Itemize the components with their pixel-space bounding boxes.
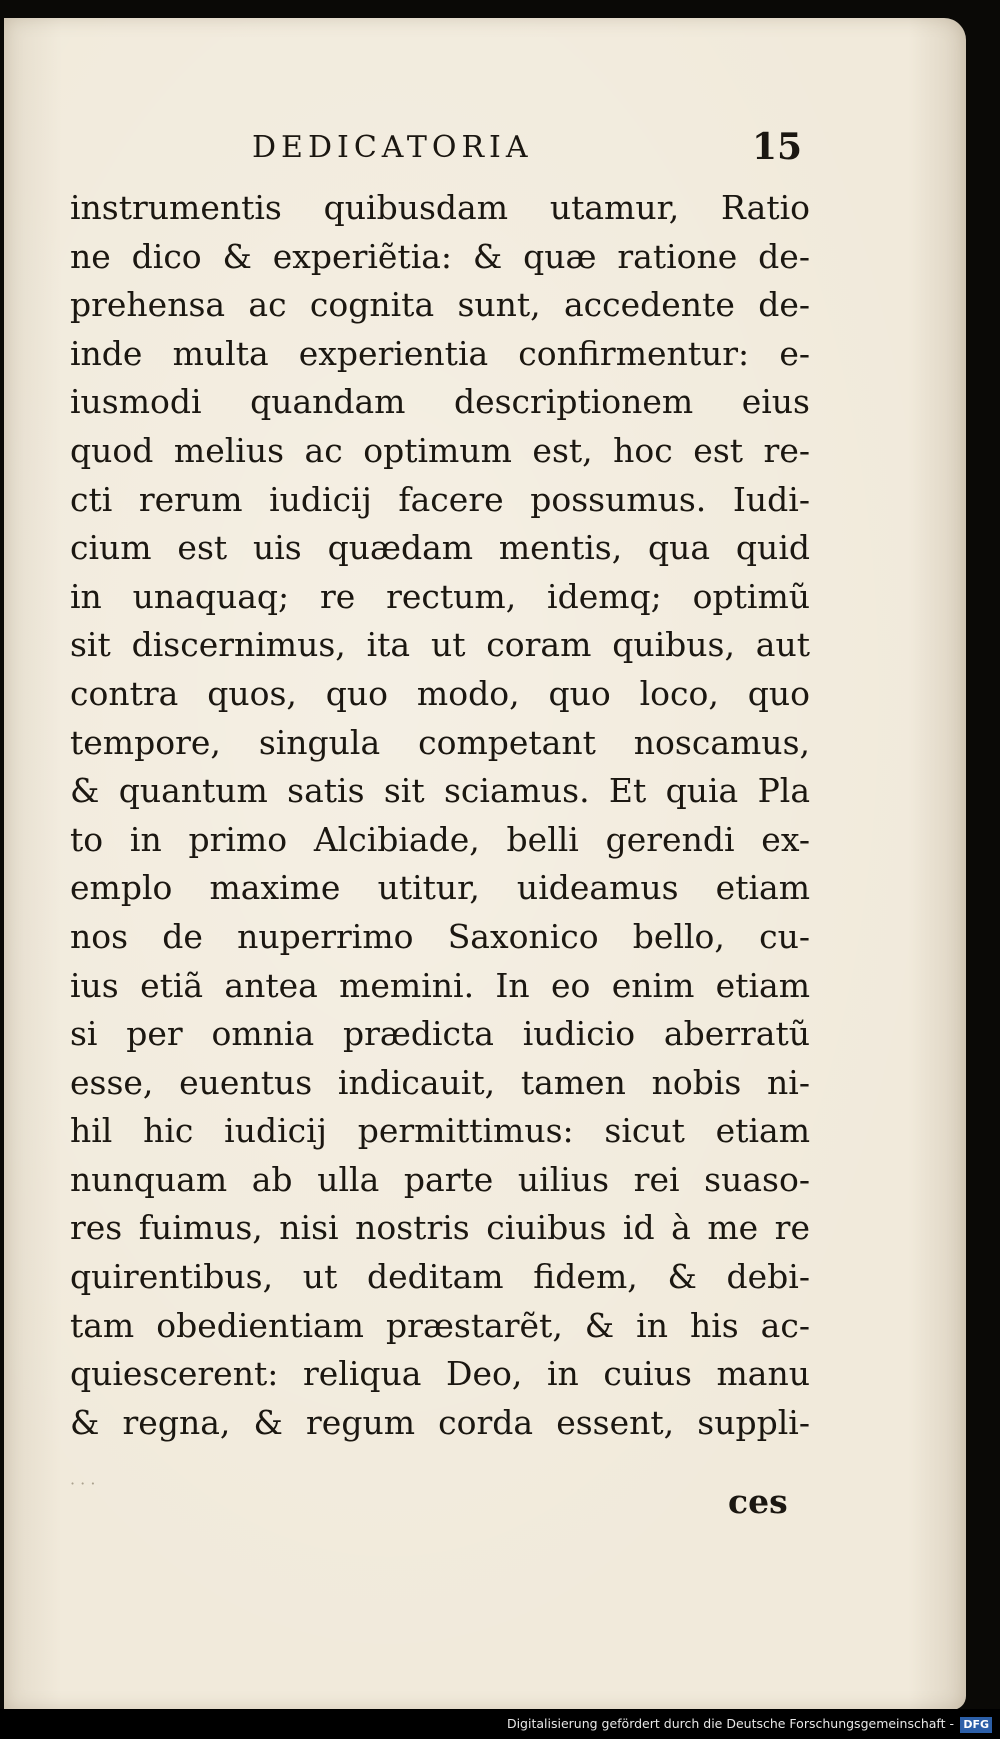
- text-line: si per omnia prædicta iudicio aberratũ: [70, 1014, 810, 1054]
- body-text: [70, 184, 810, 1447]
- text-line: in unaquaq; re rectum, idemq; optimũ: [70, 576, 810, 616]
- text-line: instrumentis quibusdam utamur, Ratio: [70, 188, 810, 227]
- text-line: nunquam ab ulla parte uilius rei suaso-: [70, 1159, 810, 1199]
- catchword: ces: [728, 1482, 788, 1521]
- text-line: iusmodi quandam descriptionem eius: [70, 382, 810, 422]
- text-line: inde multa experientia confirmentur: e-: [70, 333, 810, 373]
- footer-credit: Digitalisierung gefördert durch die Deutsche Forschungsgemeinschaft -: [506, 1716, 954, 1731]
- footer-bar: [0, 1709, 1000, 1739]
- text-line: sit discernimus, ita ut coram quibus, aut: [70, 625, 810, 665]
- text-line: tempore, singula competant noscamus,: [70, 722, 810, 762]
- text-line: tam obedientiam præstarẽt, & in his ac-: [70, 1305, 810, 1345]
- text-line: contra quos, quo modo, quo loco, quo: [70, 673, 810, 713]
- text-line: cti rerum iudicij facere possumus. Iudi-: [70, 479, 810, 519]
- signature-mark-smudge: · · ·: [70, 1474, 96, 1493]
- text-line: & regna, & regum corda essent, suppli-: [70, 1402, 810, 1442]
- text-line: esse, euentus indicauit, tamen nobis ni-: [70, 1062, 810, 1102]
- page-number: 15: [752, 126, 803, 168]
- text-line: emplo maxime utitur, uideamus etiam: [70, 868, 810, 908]
- text-line: nos de nuperrimo Saxonico bello, cu-: [70, 916, 810, 956]
- text-line: quod melius ac optimum est, hoc est re-: [70, 430, 810, 470]
- text-line: & quantum satis sit sciamus. Et quia Pla: [70, 771, 810, 811]
- text-line: to in primo Alcibiade, belli gerendi ex-: [70, 819, 810, 859]
- text-line: quiescerent: reliqua Deo, in cuius manu: [70, 1354, 810, 1394]
- text-line: ne dico & experiẽtia: & quæ ratione de-: [70, 236, 810, 276]
- book-page: [4, 18, 966, 1710]
- text-line: ius etiã antea memini. In eo enim etiam: [70, 965, 810, 1005]
- text-line: prehensa ac cognita sunt, accedente de-: [70, 285, 810, 325]
- dfg-logo-icon: DFG: [960, 1717, 992, 1733]
- text-line: quirentibus, ut deditam fidem, & debi-: [70, 1257, 810, 1297]
- text-line: res fuimus, nisi nostris ciuibus id à me re: [70, 1208, 810, 1248]
- text-line: hil hic iudicij permittimus: sicut etiam: [70, 1111, 810, 1151]
- text-line: cium est uis quædam mentis, qua quid: [70, 528, 810, 568]
- running-head: DEDICATORIA: [252, 130, 533, 165]
